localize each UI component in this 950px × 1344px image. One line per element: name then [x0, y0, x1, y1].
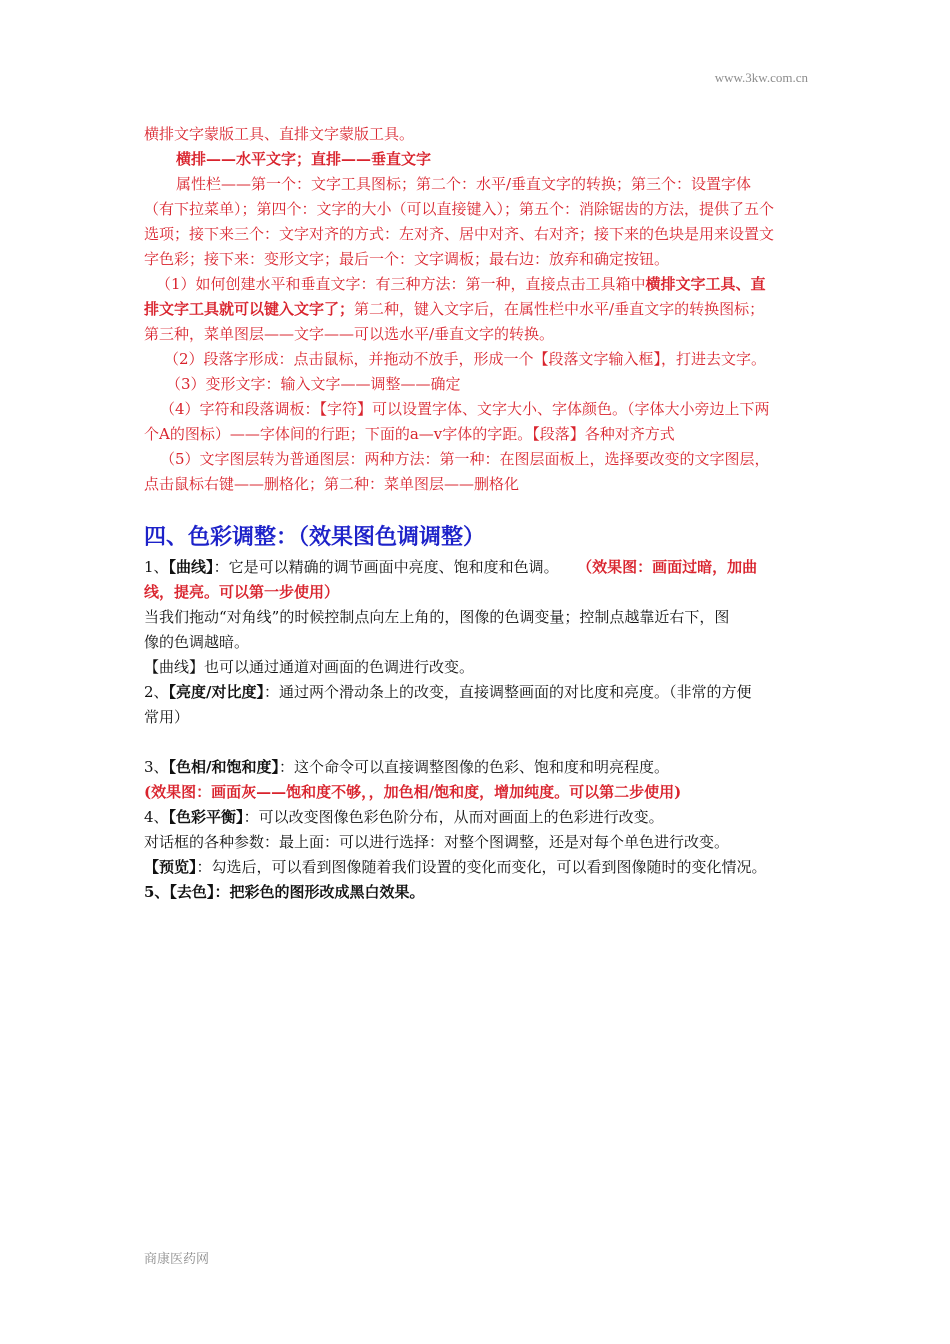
color-line-13: 5、【去色】：把彩色的图形改成黑白效果。: [144, 883, 425, 901]
color-line-1c: ：它是可以精确的调节画面中亮度、饱和度和色调。: [213, 558, 559, 576]
text-line-5: 选项；接下来三个：文字对齐的方式：左对齐、居中对齐、右对齐；接下来的色块是用来设置文: [144, 225, 775, 243]
color-line-1b: 【曲线】: [168, 558, 214, 576]
text-line-14: （5）文字图层转为普通图层：两种方法：第一种：在图层面板上，选择要改变的文字图层，: [160, 450, 770, 468]
color-line-10c: ：可以改变图像色彩色阶分布，从而对画面上的色彩进行改变。: [243, 808, 664, 826]
text-line-1: 横排文字蒙版工具、直排文字蒙版工具。: [144, 125, 415, 143]
color-line-6a: 2、: [144, 683, 169, 701]
text-line-7b: 横排文字工具、直: [645, 275, 766, 293]
color-line-7: 常用）: [144, 708, 190, 726]
color-line-1d: （效果图：画面过暗，加曲: [584, 558, 758, 576]
text-line-13: 个A的图标）——字体间的行距；下面的a—v字体的字距。【段落】各种对齐方式: [144, 425, 675, 443]
text-line-2: 横排——水平文字；直排——垂直文字: [176, 150, 432, 168]
color-line-12: [144, 855, 810, 880]
text-line-6: 字色彩；接下来：变形文字；最后一个：文字调板；最右边：放弃和确定按钮。: [144, 250, 670, 268]
color-line-10a: 4、: [144, 808, 169, 826]
text-line-11: （3）变形文字：输入文字——调整——确定: [166, 375, 461, 393]
color-line-6c: ：通过两个滑动条上的改变，直接调整画面的对比度和亮度。（非常的方便: [264, 683, 752, 701]
document-body: [144, 122, 810, 905]
text-line-15: 点击鼠标右键——删格化；第二种：菜单图层——删格化: [144, 475, 520, 493]
color-line-6: [144, 680, 810, 705]
color-line-3: 当我们拖动“对角线”的时候控制点向左上角的，图像的色调变量；控制点越靠近右下，图: [144, 608, 730, 626]
color-line-9: (效果图：画面灰——饱和度不够，，加色相/饱和度，增加纯度。可以第二步使用): [144, 783, 682, 801]
color-line-12a: 【预览】: [144, 858, 197, 876]
color-line-1a: 1、: [144, 558, 169, 576]
text-line-8b: 第二种，键入文字后，在属性栏中水平/垂直文字的转换图标；: [354, 300, 765, 318]
text-line-7: [144, 272, 810, 297]
color-line-8a: 3、: [144, 758, 169, 776]
text-line-8: [144, 297, 810, 322]
text-line-9: 第三种，菜单图层——文字——可以选水平/垂直文字的转换。: [144, 325, 555, 343]
color-line-1: [144, 555, 810, 580]
text-line-12: （4）字符和段落调板：【字符】可以设置字体、文字大小、字体颜色。（字体大小旁边上下两: [160, 400, 770, 418]
text-line-10: （2）段落字形成：点击鼠标，并拖动不放手，形成一个【段落文字输入框】，打进去文字。: [164, 350, 767, 368]
color-line-6b: 【亮度/对比度】: [168, 683, 265, 701]
footer-text: 商康医药网: [144, 1252, 210, 1267]
color-line-11: 对话框的各种参数：最上面：可以进行选择：对整个图调整，还是对每个单色进行改变。: [144, 833, 730, 851]
color-line-5: 【曲线】也可以通过通道对画面的色调进行改变。: [144, 658, 475, 676]
color-line-10: [144, 805, 810, 830]
text-line-7a: （1）如何创建水平和垂直文字：有三种方法：第一种，直接点击工具箱中: [156, 275, 646, 293]
color-line-8c: ：这个命令可以直接调整图像的色彩、饱和度和明亮程度。: [279, 758, 670, 776]
color-line-2: 线，提亮。可以第一步使用）: [144, 583, 340, 601]
color-line-12b: ：勾选后，可以看到图像随着我们设置的变化而变化，可以看到图像随时的变化情况。: [196, 858, 767, 876]
text-line-8a: 排文字工具就可以键入文字了；: [144, 300, 355, 318]
header-url: www.3kw.com.cn: [714, 70, 808, 85]
color-line-8: [144, 755, 810, 780]
text-line-4: （有下拉菜单）；第四个：文字的大小（可以直接键入）；第五个：消除锯齿的方法，提供了五个: [144, 200, 775, 218]
color-line-4: 像的色调越暗。: [144, 633, 250, 651]
color-line-8b: 【色相/和饱和度】: [168, 758, 280, 776]
color-line-10b: 【色彩平衡】: [168, 808, 244, 826]
section-heading-color: 四、色彩调整：（效果图色调调整）: [144, 525, 486, 550]
text-line-3: 属性栏——第一个：文字工具图标；第二个：水平/垂直文字的转换；第三个：设置字体: [176, 175, 752, 193]
